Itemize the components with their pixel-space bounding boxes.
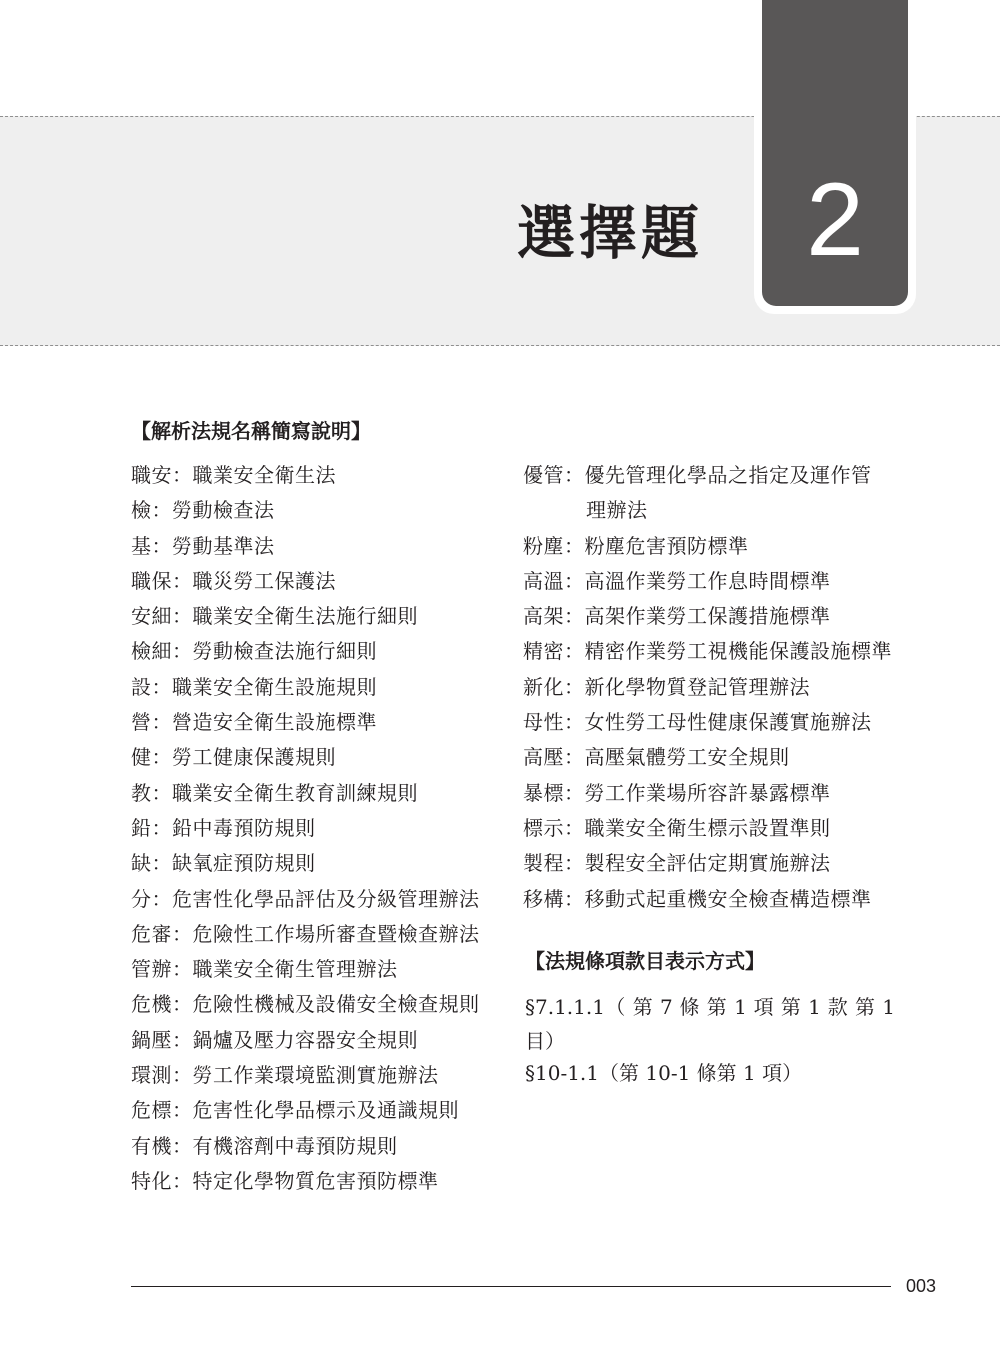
abbreviation-item	[131, 987, 501, 1022]
abbreviation-item	[523, 634, 903, 669]
regulation-full-name: 高架作業勞工保護措施標準	[584, 604, 831, 629]
abbreviation-item	[131, 882, 501, 917]
abbreviation-separator: ：	[172, 921, 193, 946]
regulation-full-name: 營造安全衛生設施標準	[172, 710, 377, 735]
abbreviation-separator: ：	[151, 674, 172, 699]
abbreviation-separator: ：	[172, 1027, 193, 1052]
abbreviation-item	[523, 740, 903, 775]
regulation-full-name: 危險性工作場所審查暨檢查辦法	[192, 921, 480, 946]
abbreviation-term: 管辦	[131, 957, 172, 982]
abbreviation-list-left	[131, 458, 501, 1199]
abbreviation-separator: ：	[172, 957, 193, 982]
abbreviation-item	[131, 634, 501, 669]
regulation-full-name: 優先管理化學品之指定及運作管	[584, 463, 872, 487]
notation-example-1: §7.1.1.1（ 第 7 條 第 1 項 第 1 款 第 1 目）	[525, 995, 895, 1053]
regulation-full-name: 製程安全評估定期實施辦法	[584, 851, 831, 876]
abbreviation-term: 優管	[523, 463, 564, 487]
abbreviation-term: 高架	[523, 604, 564, 629]
abbreviation-separator: ：	[151, 710, 172, 735]
regulation-full-name: 精密作業勞工視機能保護設施標準	[584, 639, 892, 664]
abbreviation-item	[131, 458, 501, 493]
abbreviation-separator: ：	[172, 1063, 193, 1088]
regulation-full-name: 勞動檢查法	[172, 498, 275, 523]
abbreviation-term: 環測	[131, 1063, 172, 1088]
abbreviation-separator: ：	[564, 745, 585, 770]
abbreviation-term: 危機	[131, 992, 172, 1017]
abbreviation-item	[131, 740, 501, 775]
abbreviation-term: 教	[131, 780, 152, 805]
abbreviation-term: 新化	[523, 674, 564, 699]
regulation-full-name: 職業安全衛生設施規則	[172, 674, 377, 699]
abbreviation-term: 粉塵	[523, 533, 564, 558]
chapter-number: 2	[806, 162, 864, 278]
abbreviation-term: 高壓	[523, 745, 564, 770]
abbreviation-term: 營	[131, 710, 152, 735]
abbreviation-separator: ：	[172, 463, 193, 487]
abbreviation-item	[523, 529, 903, 564]
abbreviation-separator: ：	[151, 745, 172, 770]
regulation-full-name: 勞工作業場所容許暴露標準	[584, 780, 831, 805]
abbreviation-term: 設	[131, 674, 152, 699]
abbreviation-item	[131, 599, 501, 634]
abbreviation-term: 基	[131, 533, 152, 558]
regulation-full-name: 缺氧症預防規則	[172, 851, 316, 876]
abbreviation-list-right	[523, 458, 903, 917]
regulation-full-name: 職業安全衛生法施行細則	[192, 604, 418, 629]
regulation-full-name: 勞工健康保護規則	[172, 745, 336, 770]
regulation-full-name: 職業安全衛生法	[192, 463, 336, 487]
abbreviation-item	[131, 917, 501, 952]
abbreviation-term: 高溫	[523, 568, 564, 593]
regulation-full-name: 勞工作業環境監測實施辦法	[192, 1063, 439, 1088]
abbreviation-item	[523, 670, 903, 705]
regulation-full-name: 粉塵危害預防標準	[584, 533, 749, 558]
regulation-full-name: 特定化學物質危害預防標準	[192, 1168, 439, 1193]
regulation-full-name: 職災勞工保護法	[192, 568, 336, 593]
abbreviation-term: 精密	[523, 639, 564, 664]
abbreviation-separator: ：	[564, 886, 585, 911]
abbreviation-separator: ：	[172, 1133, 193, 1158]
regulation-full-name: 新化學物質登記管理辦法	[584, 674, 810, 699]
abbreviation-separator: ：	[172, 992, 193, 1017]
abbreviation-separator: ：	[564, 674, 585, 699]
abbreviation-item	[523, 564, 903, 599]
abbreviation-term: 暴標	[523, 780, 564, 805]
abbreviation-term: 母性	[523, 710, 564, 735]
abbreviation-term: 特化	[131, 1168, 172, 1193]
regulation-full-name: 職業安全衛生教育訓練規則	[172, 780, 418, 805]
regulation-full-name: 危害性化學品評估及分級管理辦法	[172, 886, 480, 911]
abbreviation-separator: ：	[172, 1098, 193, 1123]
abbreviation-item	[131, 952, 501, 987]
abbreviation-item	[131, 529, 501, 564]
regulation-full-name-continued: 理辦法	[586, 498, 648, 523]
abbreviation-item	[131, 1058, 501, 1093]
abbreviation-term: 移構	[523, 886, 564, 911]
abbreviation-separator: ：	[151, 815, 172, 840]
abbreviation-item	[131, 670, 501, 705]
regulation-full-name: 危險性機械及設備安全檢查規則	[192, 992, 480, 1017]
abbreviation-separator: ：	[151, 498, 172, 523]
notation-section-heading: 【法規條項款目表示方式】	[525, 949, 765, 973]
abbreviation-item	[131, 776, 501, 811]
abbreviation-item	[131, 1023, 501, 1058]
abbreviation-item	[523, 776, 903, 811]
abbreviation-term: 檢	[131, 498, 152, 523]
abbreviation-item	[131, 1129, 501, 1164]
abbreviation-separator: ：	[564, 463, 585, 487]
abbreviation-term: 職保	[131, 568, 172, 593]
abbreviation-item	[131, 1164, 501, 1199]
abbreviation-term: 危標	[131, 1098, 172, 1123]
regulation-full-name: 鉛中毒預防規則	[172, 815, 316, 840]
abbreviation-separator: ：	[564, 851, 585, 876]
abbreviation-separator: ：	[564, 533, 585, 558]
abbreviation-term: 安細	[131, 604, 172, 629]
abbreviation-term: 缺	[131, 851, 152, 876]
abbreviation-item	[523, 705, 903, 740]
regulation-full-name: 移動式起重機安全檢查構造標準	[584, 886, 872, 911]
regulation-full-name: 職業安全衛生標示設置準則	[584, 815, 831, 840]
page-number: 003	[906, 1276, 937, 1296]
abbreviation-term: 製程	[523, 851, 564, 876]
regulation-full-name: 勞動檢查法施行細則	[192, 639, 377, 664]
abbreviation-item	[131, 493, 501, 528]
abbreviation-item	[523, 882, 903, 917]
regulation-full-name: 高壓氣體勞工安全規則	[584, 745, 790, 770]
abbreviation-item	[523, 458, 903, 529]
regulation-full-name: 高溫作業勞工作息時間標準	[584, 568, 831, 593]
abbreviation-term: 鍋壓	[131, 1027, 172, 1052]
abbreviation-separator: ：	[151, 780, 172, 805]
footer-rule	[131, 1286, 891, 1287]
abbreviation-section-heading: 【解析法規名稱簡寫說明】	[131, 419, 371, 443]
banner-bottom-dashed-line	[0, 345, 1000, 346]
regulation-full-name: 女性勞工母性健康保護實施辦法	[584, 710, 872, 735]
abbreviation-term: 檢細	[131, 639, 172, 664]
regulation-full-name: 職業安全衛生管理辦法	[192, 957, 398, 982]
abbreviation-term: 職安	[131, 463, 172, 487]
regulation-full-name: 鍋爐及壓力容器安全規則	[192, 1027, 418, 1052]
abbreviation-item	[523, 599, 903, 634]
abbreviation-term: 有機	[131, 1133, 172, 1158]
regulation-full-name: 危害性化學品標示及通識規則	[192, 1098, 459, 1123]
abbreviation-term: 標示	[523, 815, 564, 840]
abbreviation-term: 危審	[131, 921, 172, 946]
abbreviation-separator: ：	[564, 568, 585, 593]
abbreviation-separator: ：	[172, 1168, 193, 1193]
abbreviation-term: 健	[131, 745, 152, 770]
abbreviation-term: 鉛	[131, 815, 152, 840]
abbreviation-separator: ：	[564, 710, 585, 735]
abbreviation-item	[523, 846, 903, 881]
abbreviation-item	[131, 564, 501, 599]
abbreviation-item	[131, 811, 501, 846]
abbreviation-item	[131, 1093, 501, 1128]
chapter-title: 選擇題	[516, 199, 703, 267]
abbreviation-separator: ：	[564, 639, 585, 664]
abbreviation-separator: ：	[172, 568, 193, 593]
abbreviation-item	[523, 811, 903, 846]
regulation-full-name: 有機溶劑中毒預防規則	[192, 1133, 398, 1158]
abbreviation-separator: ：	[564, 815, 585, 840]
notation-example-2: §10-1.1（第 10-1 條第 1 項）	[525, 1061, 803, 1085]
abbreviation-separator: ：	[172, 639, 193, 664]
abbreviation-separator: ：	[172, 604, 193, 629]
abbreviation-item	[131, 705, 501, 740]
abbreviation-separator: ：	[564, 604, 585, 629]
abbreviation-term: 分	[131, 886, 152, 911]
abbreviation-item	[131, 846, 501, 881]
abbreviation-separator: ：	[151, 851, 172, 876]
abbreviation-separator: ：	[151, 886, 172, 911]
abbreviation-separator: ：	[151, 533, 172, 558]
regulation-full-name: 勞動基準法	[172, 533, 275, 558]
abbreviation-separator: ：	[564, 780, 585, 805]
